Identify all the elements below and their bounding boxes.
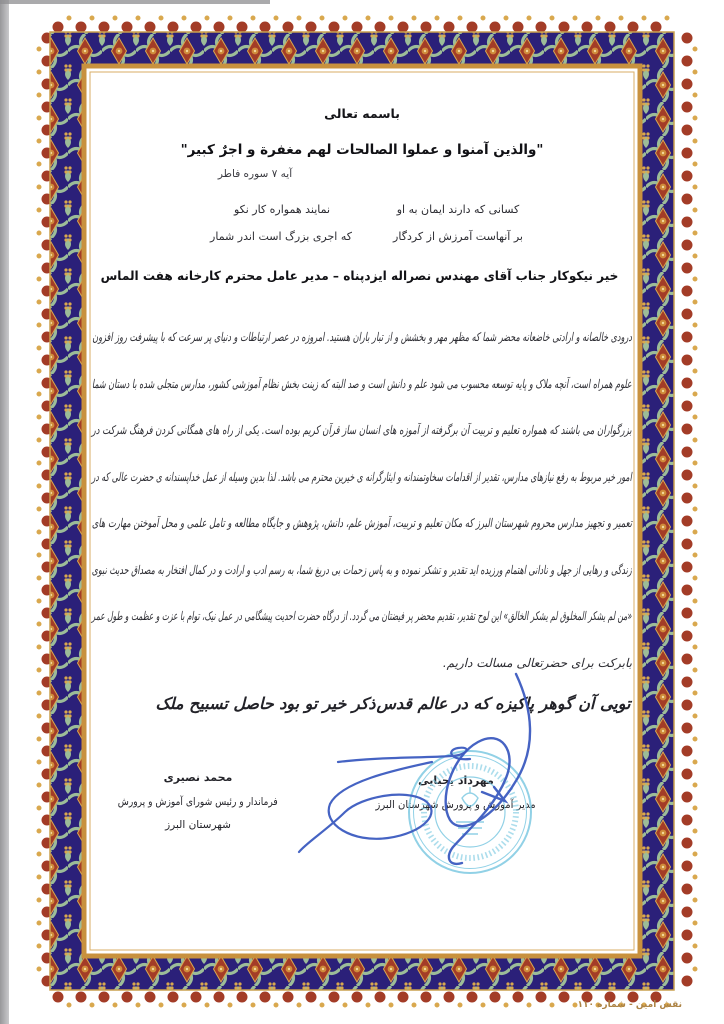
body-line: زندگی و رهایی از جهل و نادانی اهتمام ورزیده اید تقدیر و تشکر نموده و به پاس زحمات بی دریغ شما، به رسم ادب و ارادت و در کمال افتخار به مصداق حدیث نبوی (92, 562, 632, 577)
signatory-title-left: فرماندار و رئیس شورای آموزش و پرورش (118, 796, 278, 808)
verse-reference: آیه ۷ سوره فاطر (217, 168, 293, 180)
body-text (92, 314, 632, 686)
scan-edge-artifact-top (0, 0, 270, 4)
signatory-region-left: شهرستان البرز (165, 819, 231, 831)
poem-couplet-left (212, 196, 352, 250)
signature-block-left (118, 771, 278, 842)
quran-verse: "والذین آمنوا و عملوا الصالحات لهم مغفرة و اجرٌ کبیر" (180, 142, 544, 158)
poem-line: نمایند همواره کار نکو (233, 203, 331, 216)
body-line: بابرکت برای حضرتعالی مسالت داریم. (442, 655, 632, 670)
signatory-title-right: مدیر آموزش و پرورش شهرستان البرز (375, 799, 536, 811)
signatory-name-right: مهرداد یحیایی (418, 774, 494, 787)
poem-line: که اجری بزرگ است اندر شمار (210, 230, 352, 243)
addressee-line: خیر نیکوکار جناب آقای مهندس نصراله ایزدپناه – مدیر عامل محترم کارخانه هفت الماس (100, 268, 618, 283)
body-line: امور خیر مربوط به رفع نیازهای مدارس، تقدیر از اقدامات سخاوتمندانه و ایثارگرانه ی خیرین محترم می باشد. لذا بدین وسیله از عمل خداپسندانه ی حضرت عالی که در (91, 469, 632, 484)
body-line: علوم همراه است، آنچه ملاک و پایه توسعه محسوب می شود علم و دانش است و صد البته که زینت بخش نظام آموزشی کشور، مدارس متجلی شده با دستان شما (92, 376, 632, 391)
closing-verse-right: تویی آن گوهر پاکیزه که در عالم قدس (376, 694, 630, 713)
signatory-name-left: محمد نصیری (163, 771, 233, 784)
footer-note: نقش امین - شماره ۱۱۰ (577, 1000, 682, 1010)
besmele-heading: باسمه تعالی (324, 106, 400, 121)
body-line: تعمیر و تجهیز مدارس محروم شهرستان البرز که مکان تعلیم و تربیت، آموزش علم، دانش، پژوهش و جایگاه مطالعه و تامل علمی و محل آموختن مهارت های (91, 516, 632, 530)
body-line: «من لم یشکر المخلوق لم یشکر الخالق» این لوح تقدیر، تقدیم محضر پر فیضتان می گردد. از درگاه حضرت احدیت پیشگامی در عمل نیک، توام با عزت و عظمت و طول عمر (91, 609, 632, 623)
poem-line: بر آنهاست آمرزش از کردگار (393, 230, 523, 243)
poem-line: کسانی که دارند ایمان به او (396, 203, 520, 216)
closing-verse (155, 694, 630, 713)
poem-couplet-right (388, 196, 528, 250)
signature-block-right (376, 774, 536, 822)
body-line: درودی خالصانه و ارادتی خاضعانه محضر شما که مظهر مهر و بخشش و از تبار باران هستید. امروزه در عصر ارتباطات و دنیای پر سرعت که با پیشرفت روز افزون (92, 330, 632, 344)
body-line: بزرگواران می باشند که همواره تعلیم و تربیت آن برگرفته از آموزه های انسان ساز قرآن کریم بوده است. یکی از راه های همگانی کردن فرهنگ شرکت در (91, 423, 632, 437)
closing-verse-left: ذکر خیر تو بود حاصل تسبیح ملک (155, 694, 376, 713)
